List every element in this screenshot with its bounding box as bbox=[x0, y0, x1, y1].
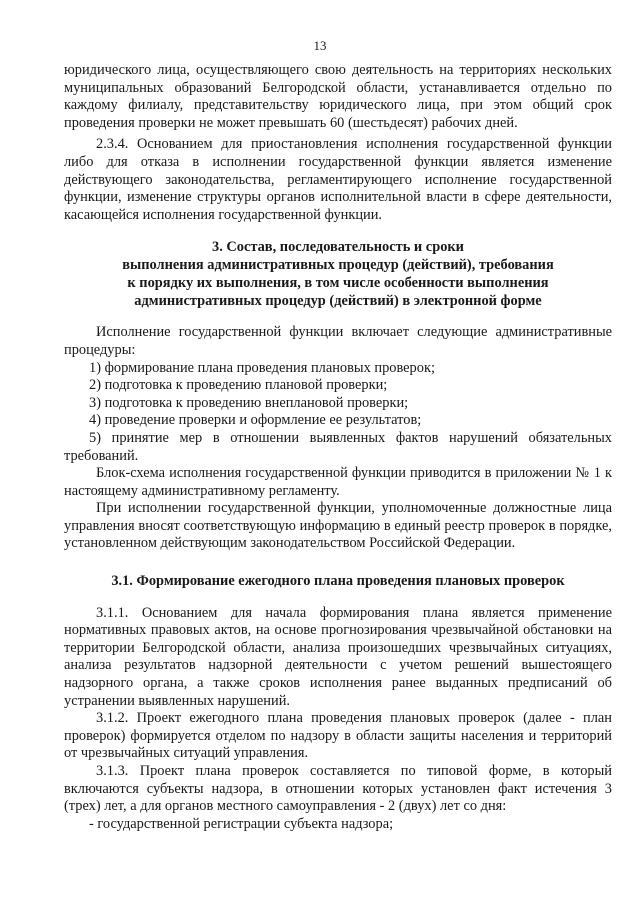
registry-note: При исполнении государственной функции, уполномоченные должностные лица управления вносят соответствующую информацию в единый реестр проверок в порядке, установленном действующим законодательством Российской Федерации. bbox=[64, 500, 612, 552]
page-content bbox=[64, 62, 612, 833]
section-3-title-line: к порядку их выполнения, в том числе особенности выполнения bbox=[127, 275, 549, 292]
section-3-title bbox=[64, 238, 612, 310]
paragraph-3-1-3: 3.1.3. Проект плана проверок составляется по типовой форме, в который включаются субъекты надзора, в отношении которых установлен факт истечения 3 (трех) лет, а для органов местного самоуправления - 2 (двух) лет со дня: bbox=[64, 763, 612, 815]
procedure-item: 2) подготовка к проведению плановой проверки; bbox=[89, 377, 388, 394]
paragraph-3-1-2: 3.1.2. Проект ежегодного плана проведения плановых проверок (далее - план проверок) формируется отделом по надзору в области защиты населения и территорий от чрезвычайных ситуаций управления. bbox=[64, 710, 612, 762]
intro-paragraph: юридического лица, осуществляющего свою деятельность на территориях нескольких муниципальных образований Белгородской области, устанавливается отдельно по каждому филиалу, представительству юридического лица, при этом общий срок проведения проверки не может превышать 60 (шестьдесят) рабочих дней. bbox=[64, 62, 612, 131]
procedure-item: 1) формирование плана проведения плановых проверок; bbox=[89, 359, 435, 376]
procedures-intro: Исполнение государственной функции включает следующие административные процедуры: bbox=[64, 324, 612, 358]
section-3-title-line: 3. Состав, последовательность и сроки bbox=[212, 239, 464, 256]
subsection-3-1-title: 3.1. Формирование ежегодного плана проведения плановых проверок bbox=[111, 573, 565, 590]
procedure-item: 3) подготовка к проведению внеплановой проверки; bbox=[89, 394, 409, 411]
dash-list-item: - государственной регистрации субъекта надзора; bbox=[89, 815, 394, 832]
paragraph-2-3-4: 2.3.4. Основанием для приостановления исполнения государственной функции либо для отказа в исполнении государственной функции является изменение действующего законодательства, регламентирующего исполнение государственной функции, изменение структуры органов исполнительной власти в сфере деятельности, касающейся исполнения государственной функции. bbox=[64, 136, 612, 223]
section-3-title-line: выполнения административных процедур (действий), требования bbox=[122, 257, 554, 274]
procedure-item: 4) проведение проверки и оформление ее результатов; bbox=[89, 412, 422, 429]
paragraph-3-1-1: 3.1.1. Основанием для начала формирования плана является применение нормативных правовых актов, на основе прогнозирования чрезвычайной обстановки на территории Белгородской области, анализа произошедших чрезвычайных ситуациях, анализа результатов надзорной деятельности с учетом решений вышестоящего надзорного органа, а также сроков исполнения ранее выданных предписаний об устранении выявленных нарушений. bbox=[64, 604, 612, 709]
flowchart-note: Блок-схема исполнения государственной функции приводится в приложении № 1 к настоящему административному регламенту. bbox=[64, 465, 612, 499]
section-3-title-line: административных процедур (действий) в электронной форме bbox=[134, 293, 542, 310]
page-number: 13 bbox=[313, 38, 327, 53]
procedure-item: 5) принятие мер в отношении выявленных фактов нарушений обязательных требований. bbox=[64, 429, 612, 464]
